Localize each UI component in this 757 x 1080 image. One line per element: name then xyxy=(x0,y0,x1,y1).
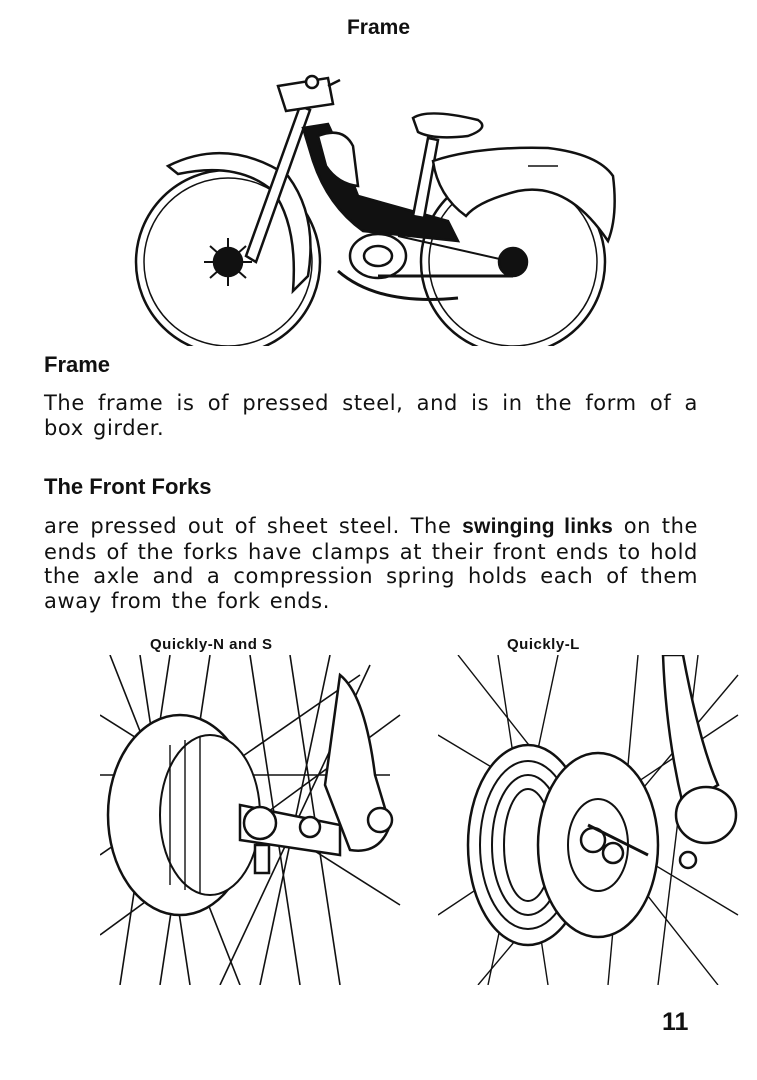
moped-illustration xyxy=(128,66,628,346)
front-forks-text-before: are pressed out of sheet steel. The xyxy=(44,514,463,538)
frame-section-title: Frame xyxy=(44,352,111,377)
caption-quickly-n-s: Quickly-N and S xyxy=(150,636,273,653)
front-forks-text-after: on the ends of the forks have clamps at their front ends to hold the axle and a compression spring holds each of them away from the fork ends. xyxy=(44,514,699,613)
front-hub-illustration-right xyxy=(438,655,744,985)
front-forks-section-title: The Front Forks xyxy=(44,474,212,499)
front-hub-illustration-left xyxy=(100,655,410,985)
page-heading: Frame xyxy=(346,16,411,39)
front-forks-paragraph xyxy=(44,514,698,613)
caption-quickly-l: Quickly-L xyxy=(507,636,580,653)
page-number: 11 xyxy=(662,1008,689,1036)
frame-paragraph: The frame is of pressed steel, and is in the form of a box girder. xyxy=(44,391,698,440)
swinging-links-term: swinging links xyxy=(462,515,614,538)
